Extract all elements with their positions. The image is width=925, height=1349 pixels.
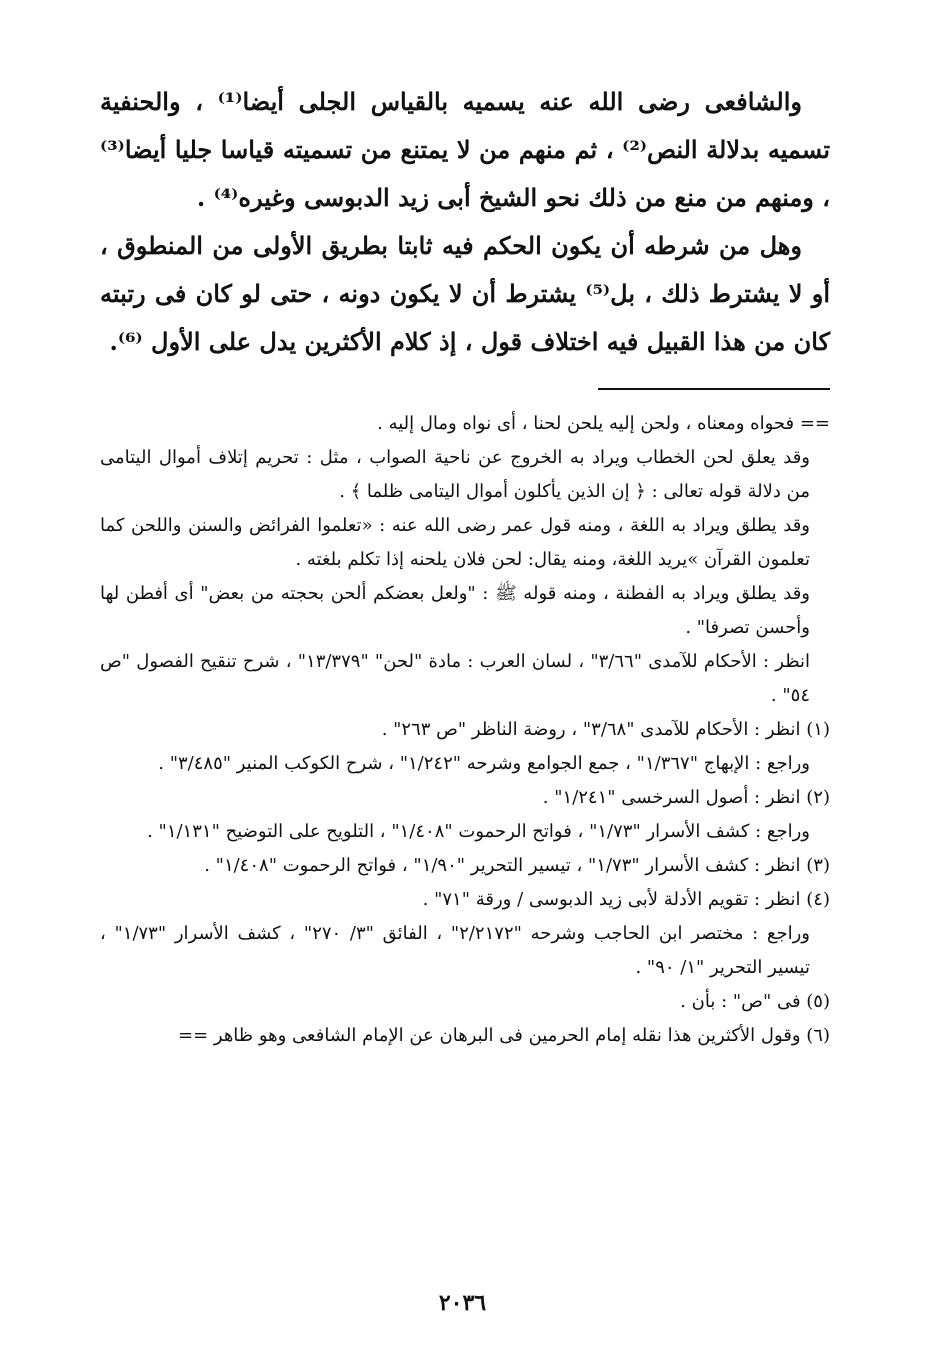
footnote-text: وقد يعلق لحن الخطاب ويراد به الخروج عن ناحية الصواب ، مثل : تحريم إتلاف أموال اليتامى من دلالة قوله تعالى : ﴿ إن الذين يأكلون أموال اليتامى ظلما ﴾ . xyxy=(100,447,810,502)
page-number: ٢٠٣٦ xyxy=(438,1290,487,1316)
footnote-continuation: == فحواه ومعناه ، ولحن إليه يلحن لحنا ، أى نواه ومال إليه . xyxy=(377,413,830,434)
footnote-2-refs: وراجع : كشف الأسرار "١/٧٣" ، فواتح الرحموت "١/٤٠٨" ، التلويح على التوضيح "١/١٣١" . xyxy=(147,821,810,842)
footnote-5: (٥) فى "ص" : بأن . xyxy=(680,991,830,1012)
footnote-text: وقد يطلق ويراد به اللغة ، ومنه قول عمر رضى الله عنه : «تعلموا الفرائض والسنن واللحن كما تعلمون القرآن »يريد اللغة، ومنه يقال: لحن فلان يلحنه إذا تكلم بلغته . xyxy=(100,515,810,570)
footnote-2: (٢) انظر : أصول السرخسى "١/٢٤١" . xyxy=(542,787,830,808)
footnote-1: (١) انظر : الأحكام للآمدى "٣/٦٨" ، روضة الناظر "ص ٢٦٣" . xyxy=(381,719,830,740)
main-paragraph: وهل من شرطه أن يكون الحكم فيه ثابتا بطريق الأولى من المنطوق ، أو لا يشترط ذلك ، بل⁽⁵⁾ يشترط أن لا يكون دونه ، حتى لو كان فى رتبته كان من هذا القبيل فيه اختلاف قول ، إذ كلام الأكثرين يدل على الأول ⁽⁶⁾. xyxy=(100,231,831,356)
main-paragraph: والشافعى رضى الله عنه يسميه بالقياس الجلى أيضا⁽¹⁾ ، والحنفية تسميه بدلالة النص⁽²⁾ ، ثم منهم من لا يمتنع من تسميته قياسا جليا أيضا⁽³⁾ ، ومنهم من منع من ذلك نحو الشيخ أبى زيد الدبوسى وغيره⁽⁴⁾ . xyxy=(100,87,830,212)
footnote-6: (٦) وقول الأكثرين هذا نقله إمام الحرمين فى البرهان عن الإمام الشافعى وهو ظاهر == xyxy=(178,1025,830,1046)
footnote-3: (٣) انظر : كشف الأسرار "١/٧٣" ، تيسير التحرير "١/٩٠" ، فواتح الرحموت "١/٤٠٨" . xyxy=(204,855,830,876)
footnote-separator xyxy=(598,388,830,390)
footnote-4-refs: وراجع : مختصر ابن الحاجب وشرحه "٢/٢١٧٢" ، الفائق "٣/ ٢٧٠" ، كشف الأسرار "١/٧٣" ، تيسير التحرير "١/ ٩٠" . xyxy=(100,923,810,978)
main-text xyxy=(100,78,830,366)
footnote-text: وقد يطلق ويراد به الفطنة ، ومنه قوله ﷺ : "ولعل بعضكم ألحن بحجته من بعض" أى أفطن لها وأحسن تصرفا" . xyxy=(100,583,810,638)
footnotes xyxy=(100,407,830,1053)
footnote-4: (٤) انظر : تقويم الأدلة لأبى زيد الدبوسى / ورقة "٧١" . xyxy=(422,889,830,910)
footnote-text: انظر : الأحكام للآمدى "٣/٦٦" ، لسان العرب : مادة "لحن" "١٣/٣٧٩" ، شرح تنقيح الفصول "ص ٥٤" . xyxy=(100,651,810,706)
footnote-1-refs: وراجع : الإبهاج "١/٣٦٧" ، جمع الجوامع وشرحه "١/٢٤٢" ، شرح الكوكب المنير "٣/٤٨٥" . xyxy=(158,753,810,774)
